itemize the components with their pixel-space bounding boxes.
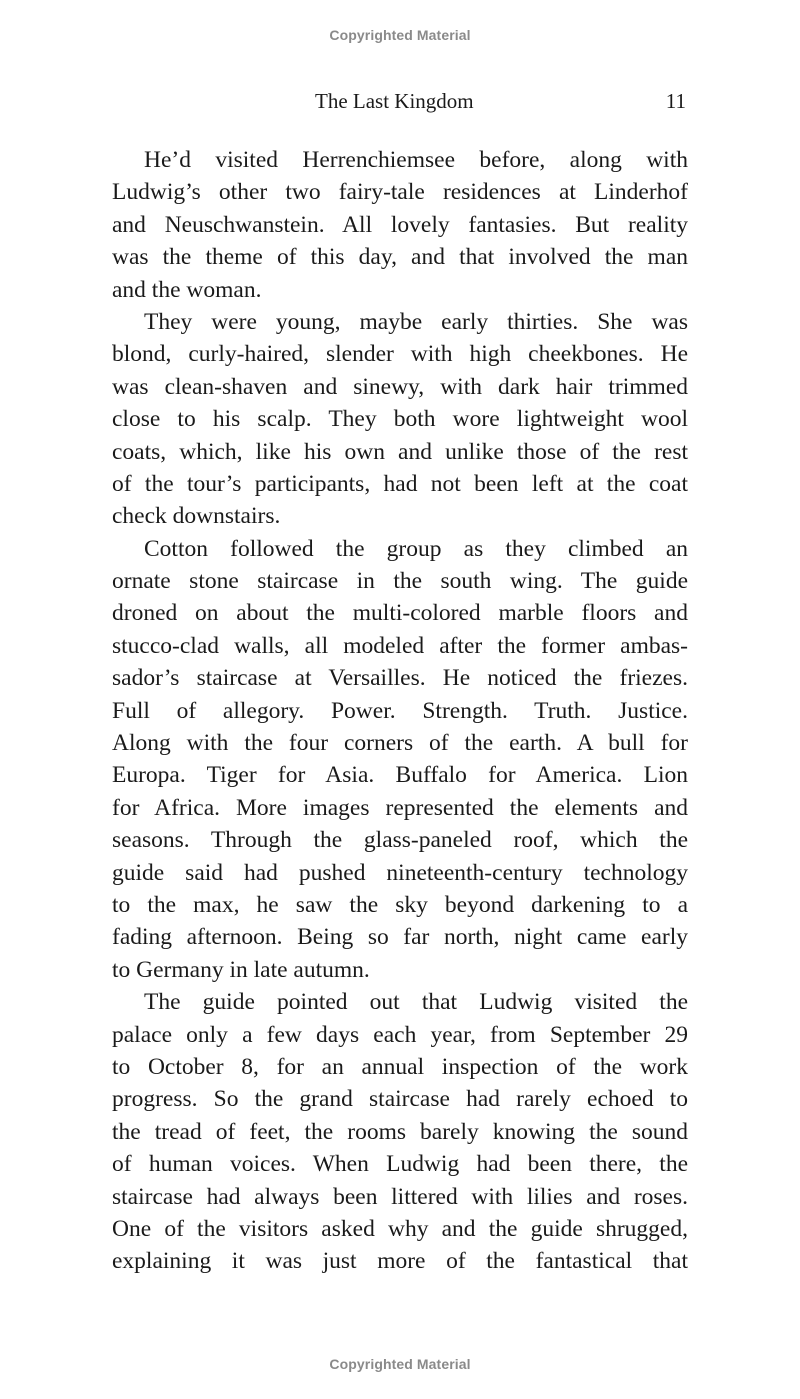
text-line: for Africa. More images represented the elements and: [112, 794, 688, 821]
text-line: explaining it was just more of the fantastical that: [112, 1248, 688, 1275]
text-line: Europa. Tiger for Asia. Buffalo for America. Lion: [112, 762, 688, 789]
paragraph: [112, 533, 688, 986]
text-line: droned on about the multi-colored marble floors and: [112, 600, 688, 627]
copyright-watermark-bottom: Copyrighted Material: [329, 1356, 471, 1372]
text-line: guide said had pushed nineteenth-century technology: [112, 859, 688, 886]
text-line: to the max, he saw the sky beyond darkening to a: [112, 891, 688, 918]
page-number: 11: [665, 89, 686, 113]
paragraph: [112, 306, 688, 533]
text-line: coats, which, like his own and unlike those of the rest: [112, 438, 688, 465]
text-line: and Neuschwanstein. All lovely fantasies. But reality: [112, 211, 688, 238]
text-line: One of the visitors asked why and the guide shrugged,: [112, 1215, 688, 1242]
body-text: [112, 144, 688, 1278]
text-line: to Germany in late autumn.: [112, 956, 370, 983]
text-line: fading afternoon. Being so far north, night came early: [112, 924, 688, 951]
text-line: He’d visited Herrenchiemsee before, along with: [144, 147, 688, 173]
text-line: and the woman.: [112, 276, 262, 303]
text-line: Cotton followed the group as they climbed an: [144, 535, 688, 562]
text-line: staircase had always been littered with lilies and roses.: [112, 1183, 688, 1210]
text-line: Ludwig’s other two fairy-tale residences at Linderhof: [112, 179, 688, 206]
text-line: the tread of feet, the rooms barely knowing the sound: [112, 1118, 688, 1145]
text-line: sador’s staircase at Versailles. He noticed the friezes.: [112, 665, 688, 692]
text-line: Full of allegory. Power. Strength. Truth. Justice.: [112, 697, 688, 724]
text-line: seasons. Through the glass-paneled roof, which the: [112, 827, 688, 854]
text-line: of the tour’s participants, had not been left at the coat: [112, 470, 688, 497]
paragraph: [112, 986, 688, 1278]
book-title: The Last Kingdom: [315, 89, 474, 113]
text-line: of human voices. When Ludwig had been there, the: [112, 1151, 688, 1178]
text-line: ornate stone staircase in the south wing. The guide: [112, 568, 688, 595]
text-line: blond, curly-haired, slender with high cheekbones. He: [112, 341, 688, 368]
text-line: Along with the four corners of the earth. A bull for: [112, 730, 688, 757]
text-line: The guide pointed out that Ludwig visited the: [144, 989, 688, 1016]
text-line: They were young, maybe early thirties. She was: [144, 308, 688, 335]
copyright-watermark-top: Copyrighted Material: [329, 27, 471, 43]
running-head: [112, 89, 688, 119]
text-line: to October 8, for an annual inspection of the work: [112, 1053, 688, 1080]
text-line: was the theme of this day, and that involved the man: [112, 244, 688, 271]
paragraph: [112, 144, 688, 306]
text-line: close to his scalp. They both wore lightweight wool: [112, 406, 688, 433]
text-line: stucco-clad walls, all modeled after the former ambas-: [112, 632, 688, 659]
text-line: palace only a few days each year, from September 29: [112, 1021, 688, 1048]
text-line: was clean-shaven and sinewy, with dark hair trimmed: [112, 373, 688, 400]
text-line: check downstairs.: [112, 503, 281, 530]
text-line: progress. So the grand staircase had rarely echoed to: [112, 1086, 688, 1113]
